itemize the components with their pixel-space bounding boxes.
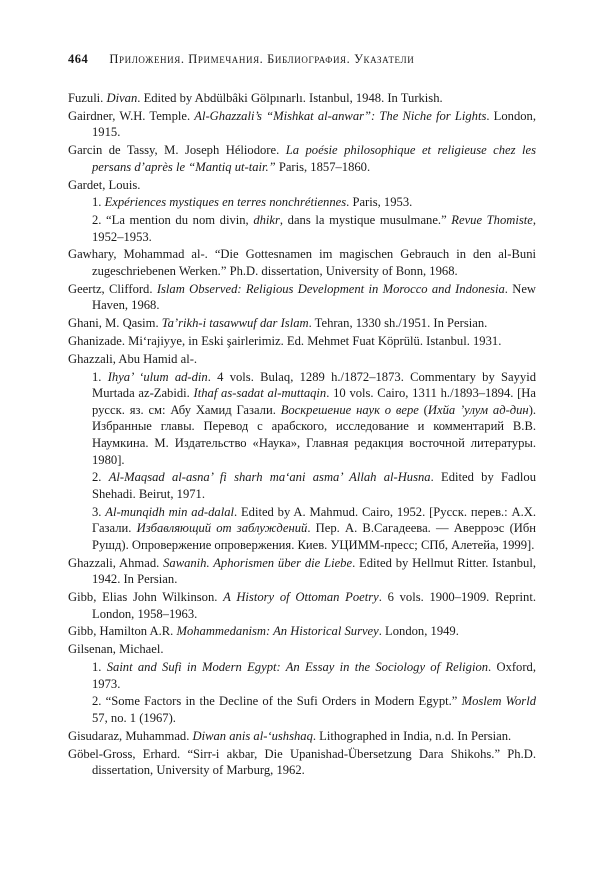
entry-text: . Edited by Abdülbâki Gölpınarlı. Istanbul, 1948. In Turkish. [137,91,443,105]
bibliography-subentry [68,194,536,211]
entry-text: Fuzuli. [68,91,107,105]
entry-text: Paris, 1857–1860. [275,159,371,174]
bibliography-entry [68,246,536,279]
entry-text: 57, no. 1 (1967). [92,710,176,725]
entry-title-text: Ithaf as-sadat al-muttaqin [193,386,327,401]
entry-text: Geertz, Clifford. [68,281,157,296]
bibliography-subentry [68,659,536,692]
entry-text: ). Избранные главы. Перевод с арабского, исследование и комментарий В.В. Наумкина. М. Издательство «Наука», Главная редакция восточной литературы. 1980]. [92,402,537,467]
entry-text: Gairdner, W.H. Temple. [68,108,195,123]
bibliography-entry [68,333,536,350]
bibliography-subentry [68,469,536,502]
entry-title-text: Saint and Sufi in Modern Egypt: An Essay in the Sociology of Religion [106,659,489,674]
entry-title-text: Al-munqidh min ad-dalal [105,504,234,519]
entry-title-text: Al-Maqsad al-asna’ fi sharh ma‘ani asma’ Allah al-Husna [108,470,431,485]
entry-text: Ghazzali, Ahmad. [68,555,164,570]
bibliography-entry [68,746,536,779]
bibliography-entry [68,90,536,107]
entry-text: . Oxford, 1973. [92,659,536,691]
entry-text: Göbel-Gross, Erhard. “Sirr-i akbar, Die Upanishad-Übersetzung Dara Shikohs.” Ph.D. dissertation, University of Marburg, 1962. [68,746,536,778]
entry-text: 2. [92,470,109,485]
bibliography-entry [68,728,536,745]
entry-text: ( [418,402,428,417]
bibliography-entry [68,351,536,368]
entry-title-text: Expériences mystiques en terres nonchrétiennes [104,195,347,210]
entry-title-text: Ihya’ ‘ulum ad-din [107,369,208,384]
entry-text: Gisudaraz, Muhammad. [68,728,193,743]
bibliography-entry [68,555,536,588]
entry-text: . New Haven, 1968. [92,281,536,313]
bibliography-entry [68,281,536,314]
entry-text: . London, 1949. [378,624,459,639]
entry-title-text: Al-Ghazzali’s “Mishkat al-anwar”: The Niche for Lights [194,108,487,123]
bibliography-entry [68,177,536,194]
bibliography-subentry [68,504,536,554]
entry-title-text: Ta’rikh-i tasawwuf dar Islam [161,316,309,331]
bibliography-entry [68,623,536,640]
bibliography-subentry [68,693,536,726]
bibliography-entry [68,142,536,175]
entry-text: . Tehran, 1330 sh./1951. In Persian. [308,316,488,331]
entry-text: . London, 1915. [92,108,536,140]
entry-text: 1. [92,659,107,674]
entry-text: . Edited by A. Mahmud. Cairo, 1952. [Русск. перев.: А.Х. Газали. [92,504,536,536]
entry-text: Ghanizade. Mi‘rajiyye, in Eski şairlerimiz. Ed. Mehmet Fuat Köprülü. Istanbul. 1931. [68,334,502,348]
entry-title-text: La poésie philosophique et religieuse chez les persans d’après le “Mantiq ut-tair.” [92,143,536,174]
entry-text: 2. “Some Factors in the Decline of the Sufi Orders in Modern Egypt.” [92,694,462,709]
entry-text: . Edited by Hellmut Ritter. Istanbul, 1942. In Persian. [92,555,536,587]
entry-title-text: Revue Thomiste [451,213,533,228]
entry-text: . Lithographed in India, n.d. In Persian. [312,728,512,743]
entry-text: Ghazzali, Abu Hamid al-. [68,351,198,366]
bibliography-entry [68,108,536,141]
bibliography-entry [68,641,536,658]
entry-title-text: Ихйа ’улум ад-дин [427,402,529,417]
entry-title-text: Избавляющий от заблуждений [136,521,308,536]
entry-text: Gibb, Elias John Wilkinson. [68,590,224,605]
entry-text: . Edited by Fadlou Shehadi. Beirut, 1971. [92,470,537,501]
entry-title-text: Diwan anis al-‘ushshaq [192,728,313,743]
entry-text: . 4 vols. Bulaq, 1289 h./1872–1873. Commentary by Sayyid Murtada az-Zabidi. [92,369,536,401]
entry-text: 2. “La mention du nom divin, [92,213,254,228]
entry-text: 3. [92,504,106,519]
entry-text: , 1952–1953. [92,213,536,244]
entry-text: Gawhary, Mohammad al-. “Die Gottesnamen im magischen Gebrauch in den al-Buni zugeschriebenen Werken.” Ph.D. dissertation, University of Bonn, 1968. [68,247,536,279]
entry-text: Gilsenan, Michael. [68,642,164,657]
entry-text: Gardet, Louis. [68,177,141,192]
entry-text: , dans la mystique musulmane.” [279,213,452,228]
page-header [68,52,540,67]
entry-title-text: Divan [106,91,138,105]
entry-title-text: dhikr [253,213,280,228]
bibliography-list [68,90,536,780]
entry-title-text: Sawanih. Aphorismen über die Liebe [163,555,353,570]
running-head: Приложения. Примечания. Библиография. Указатели [109,52,415,66]
bibliography-subentry [68,212,536,245]
entry-text: . Paris, 1953. [346,195,413,210]
entry-text: Gibb, Hamilton A.R. [68,624,177,639]
entry-text: . 6 vols. 1900–1909. Reprint. London, 1958–1963. [92,590,536,621]
bibliography-subentry [68,369,536,469]
entry-title-text: Воскрешение наук о вере [280,402,419,417]
entry-title-text: Moslem World [461,694,536,709]
entry-text: . 10 vols. Cairo, 1311 h./1893–1894. [На русск. яз. см: Абу Хамид Газали. [92,386,536,417]
bibliography-entry [68,315,536,332]
entry-text: Ghani, M. Qasim. [68,316,162,331]
bibliography-entry [68,589,536,622]
entry-text: . Пер. А. В.Сагадеева. — Аверроэс (Ибн Рушд). Опровержение опровержения. Киев. УЦИММ-пресс; СПб, Алетейа, 1999]. [92,521,537,552]
entry-text: 1. [92,195,105,210]
page-number: 464 [68,52,89,66]
entry-title-text: Islam Observed: Religious Development in Morocco and Indonesia [156,281,505,296]
entry-text: 1. [92,369,108,384]
entry-text: Garcin de Tassy, M. Joseph Héliodore. [68,143,286,158]
entry-title-text: A History of Ottoman Poetry [223,590,379,605]
entry-title-text: Mohammedanism: An Historical Survey [176,624,379,639]
